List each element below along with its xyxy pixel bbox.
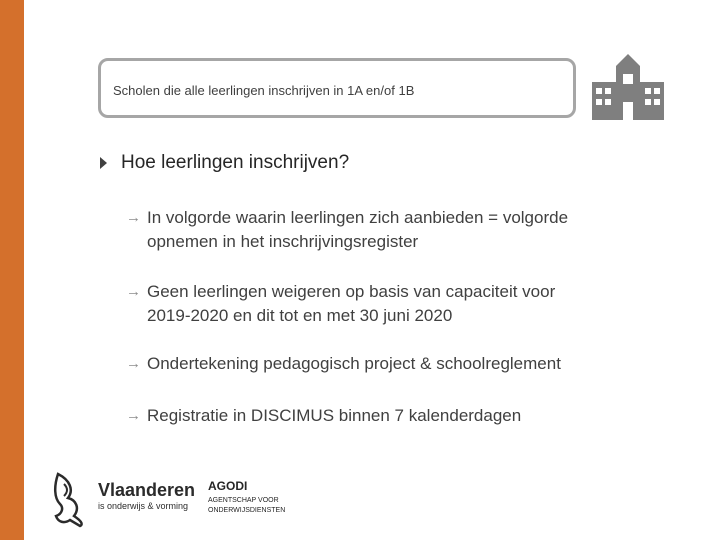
item-line: Geen leerlingen weigeren op basis van capaciteit voor [147,282,556,301]
agodi-logo-sub [208,496,285,516]
slide-title: Scholen die alle leerlingen inschrijven in 1A en/of 1B [113,83,415,98]
triangle-right-icon [100,157,107,169]
vlaanderen-logo-sub: is onderwijs & vorming [98,501,189,511]
item-line: In volgorde waarin leerlingen zich aanbieden = volgorde [147,208,569,227]
flemish-lion-icon [50,470,92,528]
arrow-bullet-icon: → [126,283,141,300]
item-line: Ondertekening pedagogisch project & schoolreglement [147,354,561,373]
agodi-logo-text: AGODI [208,479,248,493]
list-item [126,404,666,428]
vlaanderen-logo-text: Vlaanderen [98,480,196,500]
school-building-icon [588,52,668,122]
arrow-bullet-icon: → [126,355,141,372]
footer-logos [50,468,310,528]
arrow-bullet-icon: → [126,209,141,226]
list-item [126,206,666,254]
section-heading [100,150,349,176]
agodi-sub-line: ONDERWIJSDIENSTEN [208,507,286,514]
item-line: opnemen in het inschrijvingsregister [147,232,419,251]
item-line: 2019-2020 en dit tot en met 30 juni 2020 [147,306,453,325]
list-item [126,280,666,328]
accent-sidebar [0,0,24,540]
title-box [98,58,576,118]
list-item [126,352,666,376]
arrow-bullet-icon: → [126,407,141,424]
heading-text: Hoe leerlingen inschrijven? [121,152,350,173]
agodi-sub-line: AGENTSCHAP VOOR [208,497,279,504]
item-line: Registratie in DISCIMUS binnen 7 kalenderdagen [147,406,522,425]
